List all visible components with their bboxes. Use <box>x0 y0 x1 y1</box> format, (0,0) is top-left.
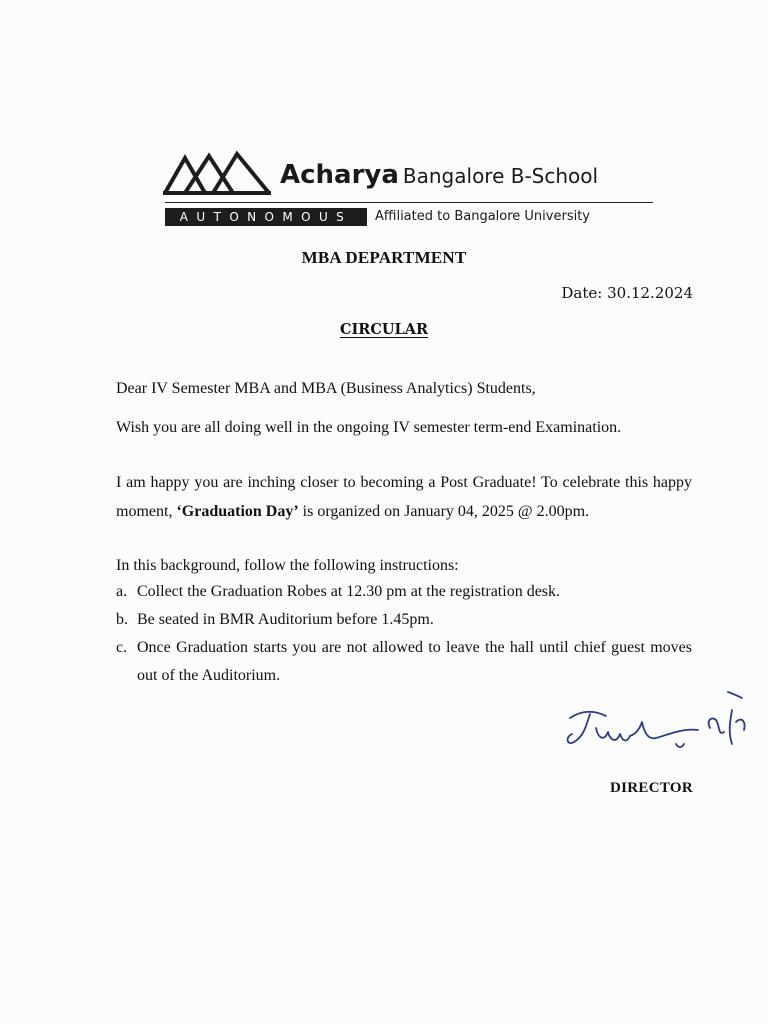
circular-date: Date: 30.12.2024 <box>561 284 693 302</box>
salutation: Dear IV Semester MBA and MBA (Business Analytics) Students, <box>116 380 536 397</box>
institution-logo <box>163 150 655 230</box>
announcement-text-start: I am happy you are inching closer to becoming a Post Graduate! To celebrate this happy moment, <box>116 474 692 520</box>
department-heading: MBA DEPARTMENT <box>301 248 467 267</box>
signatory-designation: DIRECTOR <box>610 780 693 796</box>
list-item <box>116 634 692 690</box>
event-name: ‘Graduation Day’ <box>176 503 299 520</box>
mountain-peaks-logo-icon <box>163 150 273 196</box>
list-item <box>116 578 692 606</box>
logo-divider <box>165 202 653 203</box>
document-title: CIRCULAR <box>339 321 429 338</box>
instructions-list <box>116 578 692 690</box>
wish-paragraph: Wish you are all doing well in the ongoing IV semester term-end Examination. <box>116 419 622 436</box>
list-item-text: Collect the Graduation Robes at 12.30 pm at the registration desk. <box>137 583 561 600</box>
list-item-text: Be seated in BMR Auditorium before 1.45pm. <box>137 611 434 628</box>
list-item <box>116 606 692 634</box>
instructions-intro: In this background, follow the following instructions: <box>116 557 459 574</box>
list-item-text: Once Graduation starts you are not allowed to leave the hall until chief guest moves out of the Auditorium. <box>137 639 692 684</box>
announcement-text-end: is organized on January 04, 2025 @ 2.00pm. <box>298 503 590 520</box>
autonomous-badge: AUTONOMOUS <box>165 208 367 226</box>
list-marker: c. <box>116 639 128 656</box>
affiliation-text: Affiliated to Bangalore University <box>375 209 590 224</box>
handwritten-signature <box>560 688 768 788</box>
announcement-paragraph <box>116 468 692 526</box>
list-marker: a. <box>116 583 128 600</box>
list-marker: b. <box>116 611 128 628</box>
institution-name <box>280 162 598 188</box>
institution-name-bold: Acharya <box>280 160 399 190</box>
institution-name-rest: Bangalore B-School <box>402 164 599 188</box>
